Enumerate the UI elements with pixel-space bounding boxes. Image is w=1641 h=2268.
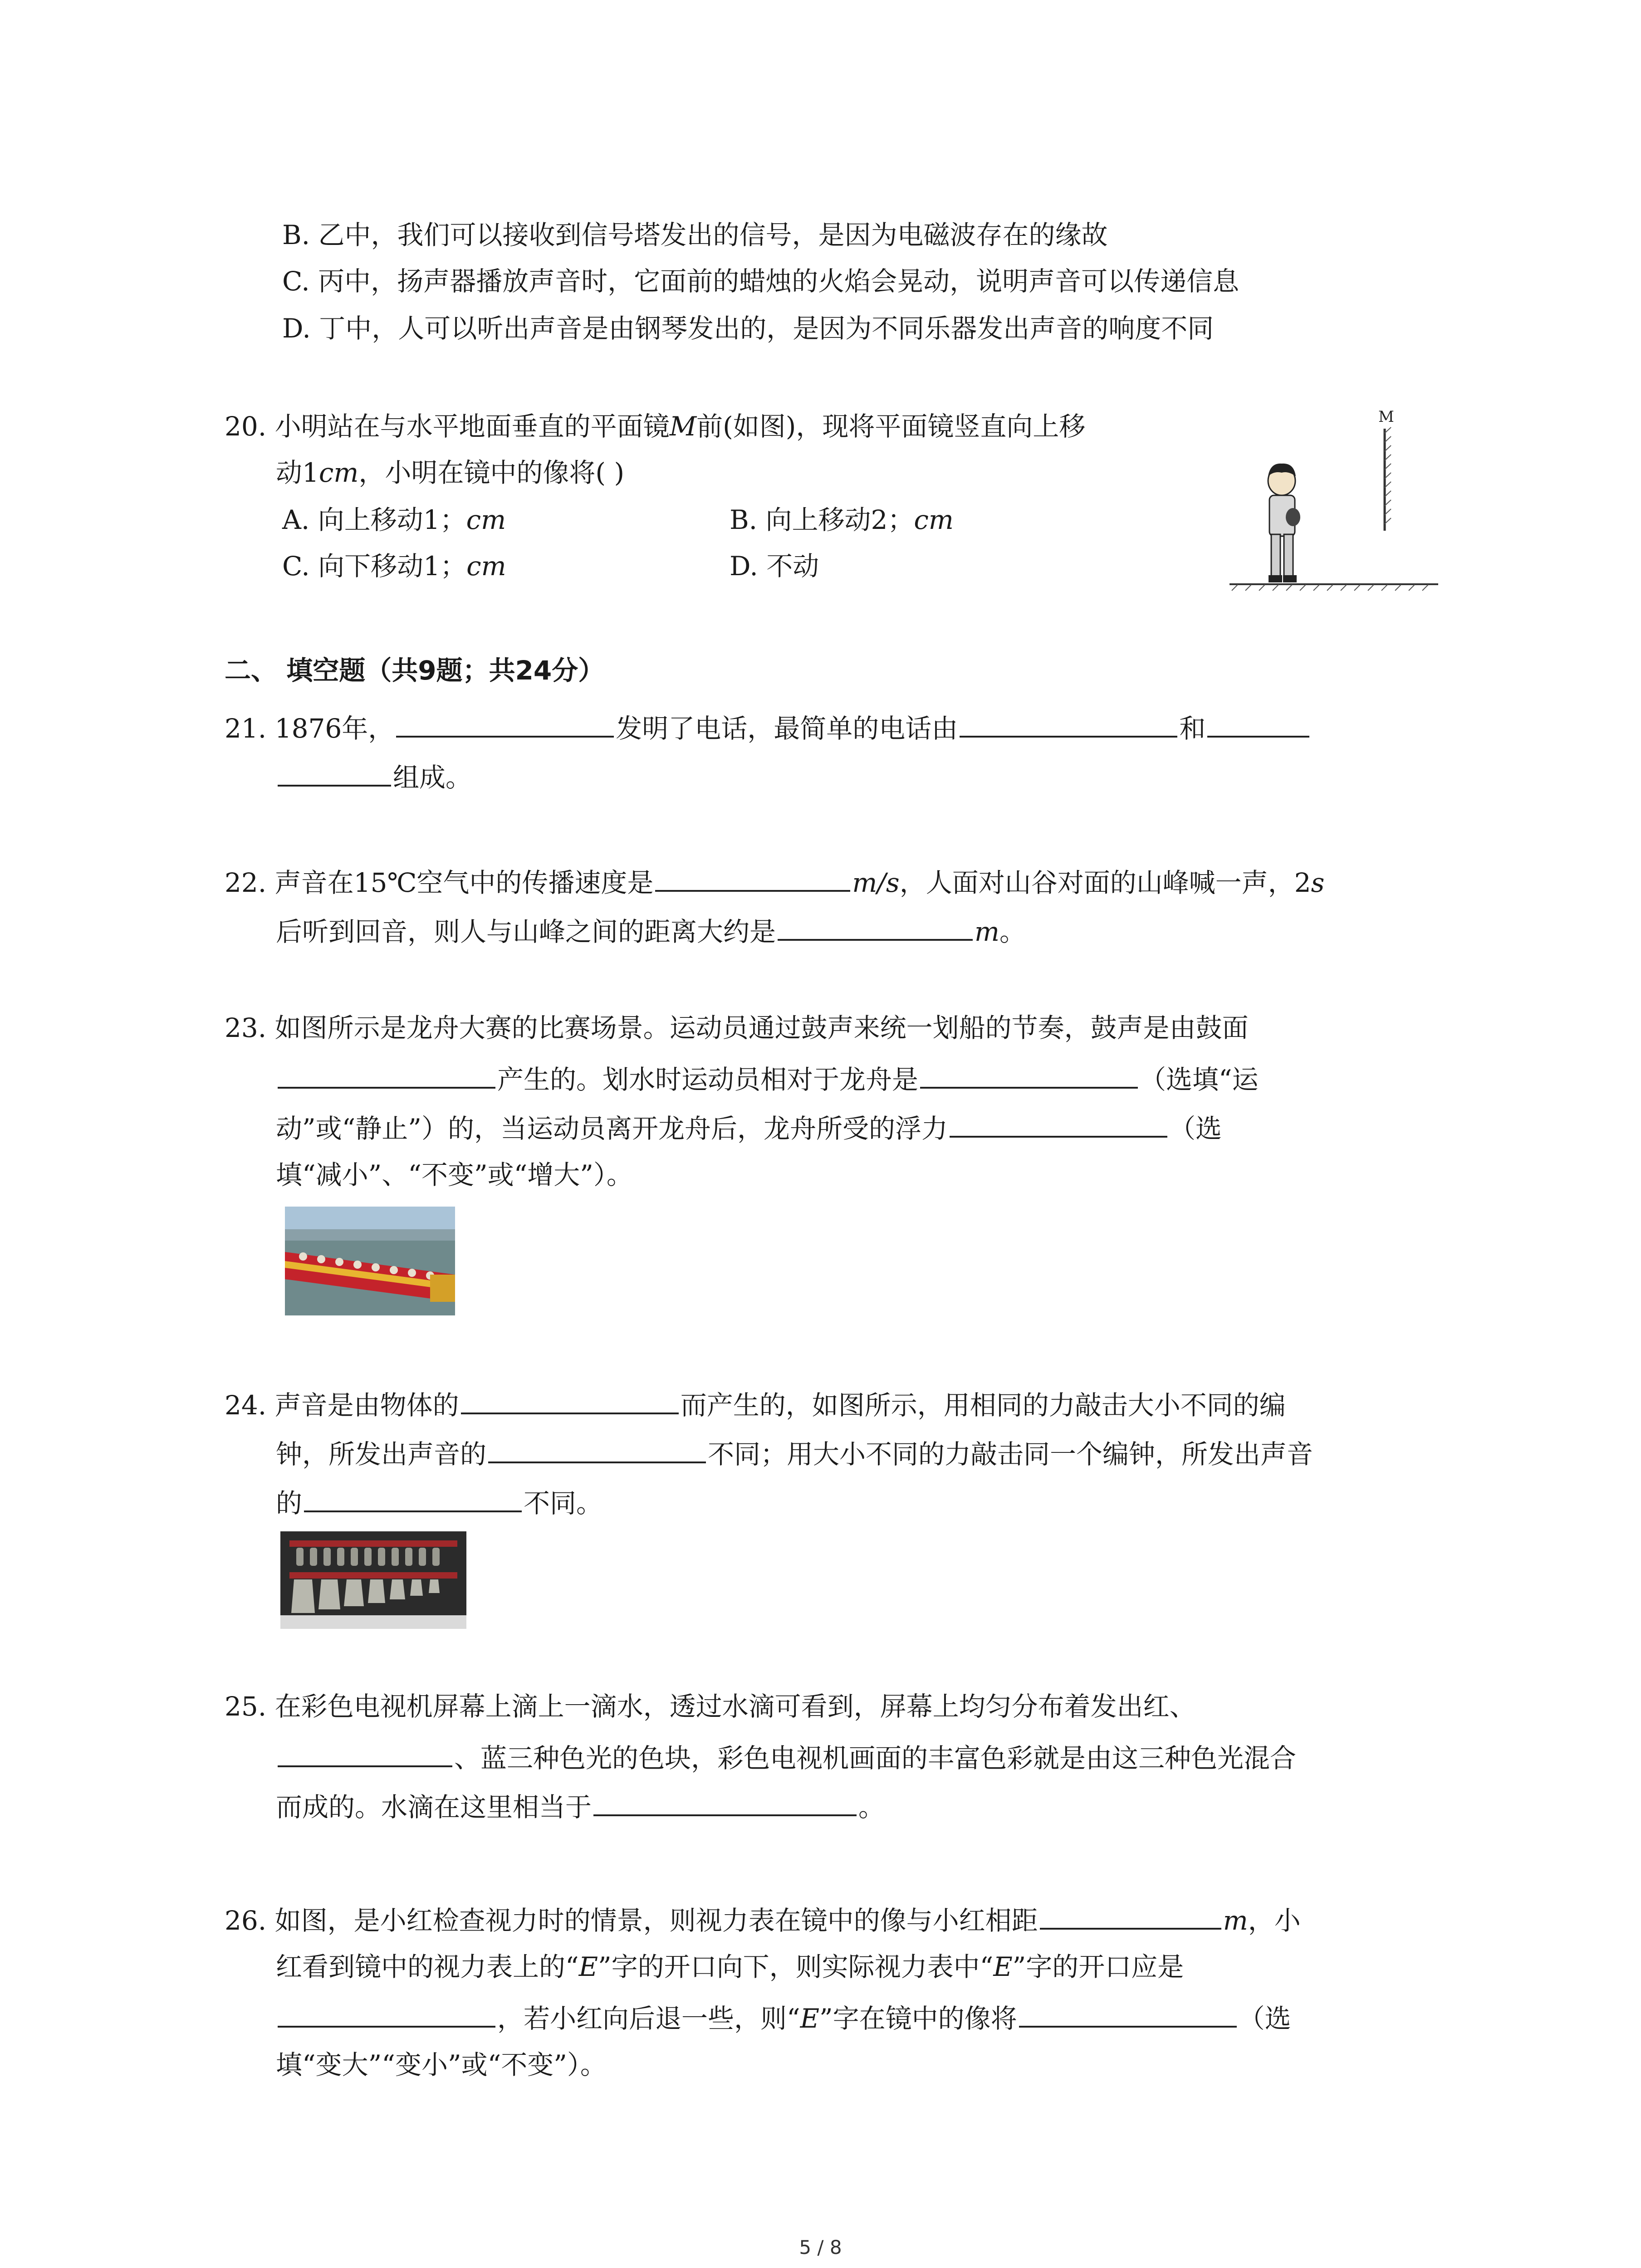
page-number: 5 / 8 bbox=[799, 2236, 842, 2258]
q20-option-d: D. 不动 bbox=[730, 551, 819, 582]
q21-blank-1[interactable] bbox=[396, 708, 614, 738]
q26-line1: 26. 如图，是小红检查视力时的情景，则视力表在镜中的像与小红相距 m，小 bbox=[225, 1900, 1301, 1939]
q23-blank-3[interactable] bbox=[950, 1108, 1167, 1138]
q21-blank-3b[interactable] bbox=[278, 757, 391, 787]
q22-line2: 后听到回音，则人与山峰之间的距离大约是 m。 bbox=[276, 911, 1026, 950]
q20-figure bbox=[1225, 404, 1438, 594]
q24-line3: 的 不同。 bbox=[276, 1482, 603, 1521]
q21-line1: 21. 1876年， 发明了电话，最简单的电话由 和 bbox=[225, 708, 1311, 747]
q26-line4: 填“变大”“变小”或“不变”）。 bbox=[276, 2049, 607, 2080]
q25-line2: 、蓝三种色光的色块，彩色电视机画面的丰富色彩就是由这三种色光混合 bbox=[276, 1737, 1296, 1776]
q23-line2: 产生的。划水时运动员相对于龙舟是 （选填“运 bbox=[276, 1059, 1259, 1098]
q19-option-b: B. 乙中，我们可以接收到信号塔发出的信号，是因为电磁波存在的缘故 bbox=[282, 220, 1108, 250]
q19-option-c: C. 丙中，扬声器播放声音时，它面前的蜡烛的火焰会晃动，说明声音可以传递信息 bbox=[282, 266, 1239, 297]
q26-line2: 红看到镜中的视力表上的“E”字的开口向下，则实际视力表中“E”字的开口应是 bbox=[276, 1951, 1184, 1982]
q24-blank-2[interactable] bbox=[488, 1433, 706, 1463]
q20-stem-line1: 20. 小明站在与水平地面垂直的平面镜M前(如图)，现将平面镜竖直向上移 bbox=[225, 411, 1086, 442]
boy-figure bbox=[1268, 464, 1300, 582]
q25-line3: 而成的。水滴在这里相当于 。 bbox=[276, 1786, 885, 1825]
q26-blank-1[interactable] bbox=[1040, 1900, 1221, 1930]
dragon-boat-photo bbox=[285, 1207, 455, 1315]
section-title: 二、 填空题（共9题；共24分） bbox=[225, 655, 605, 686]
q21-blank-2[interactable] bbox=[960, 708, 1177, 738]
chime-bells-illustration bbox=[280, 1531, 466, 1629]
q25-line1: 25. 在彩色电视机屏幕上滴上一滴水，透过水滴可看到，屏幕上均匀分布着发出红、 bbox=[225, 1691, 1196, 1722]
q24-blank-3[interactable] bbox=[304, 1482, 522, 1512]
q24-blank-1[interactable] bbox=[461, 1384, 679, 1414]
q21-line2: 组成。 bbox=[276, 757, 472, 796]
q23-line1: 23. 如图所示是龙舟大赛的比赛场景。运动员通过鼓声来统一划船的节奏，鼓声是由鼓面 bbox=[225, 1012, 1249, 1043]
mirror-label: M bbox=[1378, 408, 1394, 426]
q22-blank-1[interactable] bbox=[655, 862, 850, 892]
chime-bells-photo bbox=[280, 1531, 466, 1629]
q22-blank-2[interactable] bbox=[778, 911, 973, 941]
q26-line3: ，若小红向后退一些，则“E”字在镜中的像将 （选 bbox=[276, 1998, 1291, 2037]
q22-line1: 22. 声音在15℃空气中的传播速度是 m/s，人面对山谷对面的山峰喊一声，2s bbox=[225, 862, 1324, 901]
q20-option-a: A. 向上移动1；cm bbox=[282, 504, 506, 535]
q25-blank-2[interactable] bbox=[593, 1786, 857, 1816]
q20-option-b: B. 向上移动2；cm bbox=[730, 504, 954, 535]
q21-blank-3a[interactable] bbox=[1207, 708, 1309, 738]
q23-blank-2[interactable] bbox=[920, 1059, 1138, 1089]
ground-hatch bbox=[1232, 585, 1428, 591]
dragon-boat-illustration bbox=[285, 1207, 455, 1315]
q23-line3: 动”或“静止”）的，当运动员离开龙舟后，龙舟所受的浮力 （选 bbox=[276, 1108, 1222, 1147]
q20-option-c: C. 向下移动1；cm bbox=[282, 551, 506, 582]
q25-blank-1[interactable] bbox=[278, 1737, 452, 1767]
q20-mirror-name: M bbox=[669, 411, 697, 442]
q24-line2: 钟，所发出声音的 不同；用大小不同的力敲击同一个编钟，所发出声音 bbox=[276, 1433, 1313, 1472]
q23-line4: 填“减小”、“不变”或“增大”）。 bbox=[276, 1159, 633, 1190]
q26-blank-3[interactable] bbox=[1019, 1998, 1237, 2028]
q24-line1: 24. 声音是由物体的 而产生的，如图所示，用相同的力敲击大小不同的编 bbox=[225, 1384, 1286, 1423]
q19-option-d: D. 丁中，人可以听出声音是由钢琴发出的，是因为不同乐器发出声音的响度不同 bbox=[282, 313, 1214, 344]
q23-blank-1[interactable] bbox=[278, 1059, 495, 1089]
q26-blank-2[interactable] bbox=[278, 1998, 495, 2028]
q20-stem-line2: 动1cm，小明在镜中的像将( ) bbox=[276, 457, 625, 488]
